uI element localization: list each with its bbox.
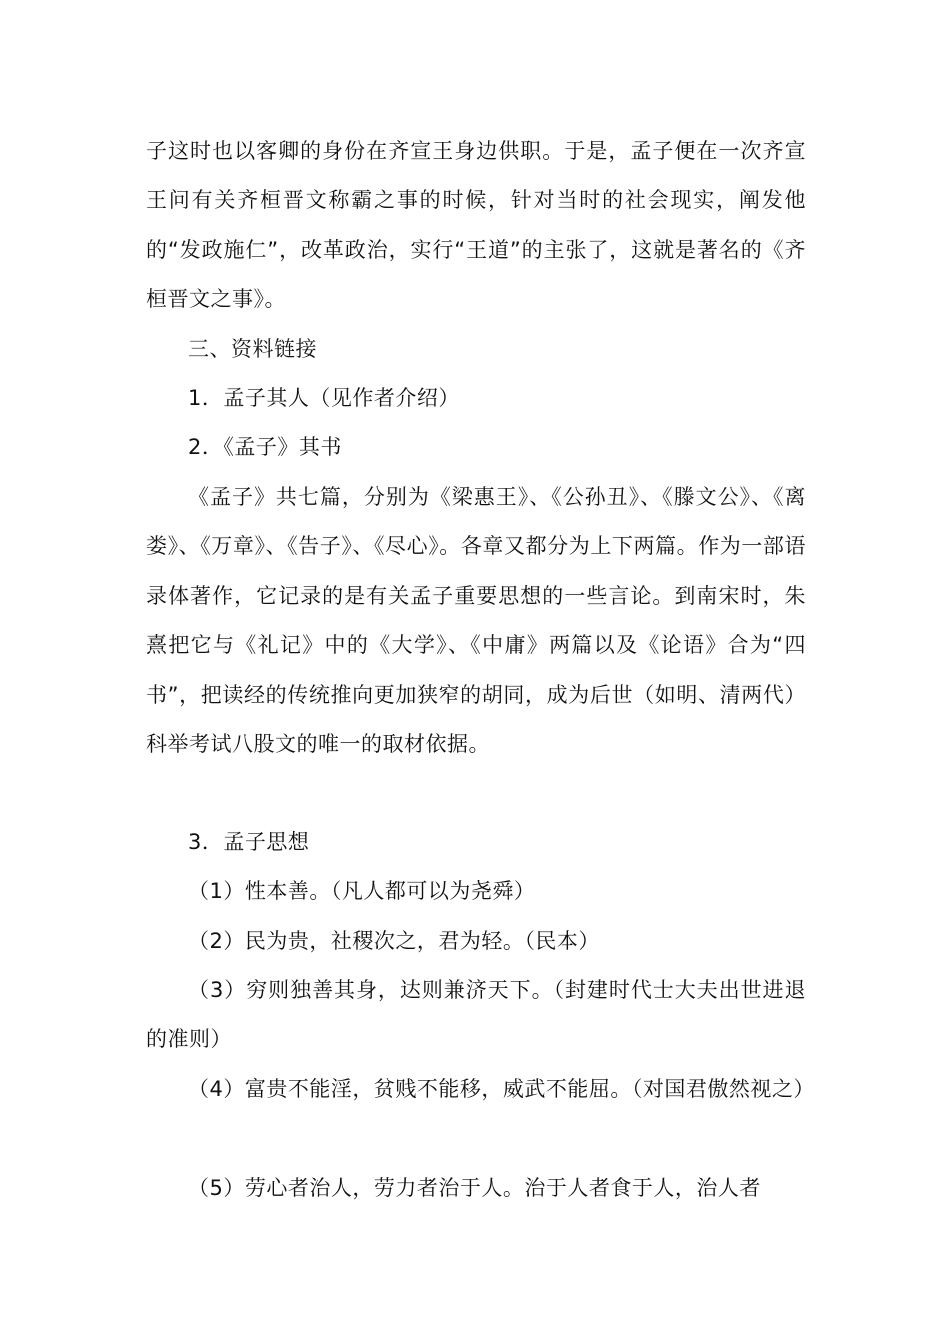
list-item-mencius-person: 1．孟子其人（见作者介绍） <box>188 386 460 410</box>
intro-paragraph: 子这时也以客卿的身份在齐宣王身边供职。于是，孟子便在一次齐宣王问有关齐桓晋文称霸之事的时候，针对当时的社会现实，阐发他的“发政施仁”，改革政治，实行“王道”的主张了，这就是著名的《齐桓晋文之事》。 <box>146 139 806 312</box>
thought-item-3: （3）穷则独善其身，达则兼济天下。（封建时代士大夫出世进退的准则） <box>146 978 806 1052</box>
thought-item-1: （1）性本善。（凡人都可以为尧舜） <box>188 879 536 903</box>
thought-item-4: （4）富贵不能淫，贫贱不能移，威武不能屈。（对国君傲然视之） <box>188 1077 815 1101</box>
thought-item-5: （5）劳心者治人，劳力者治于人。治于人者食于人，治人者 <box>188 1176 761 1200</box>
section-heading-resources: 三、资料链接 <box>188 337 317 361</box>
thought-item-2: （2）民为贵，社稷次之，君为轻。（民本） <box>188 929 600 953</box>
list-item-mencius-thought: 3．孟子思想 <box>188 830 310 854</box>
book-description-paragraph: 《孟子》共七篇，分别为《梁惠王》、《公孙丑》、《滕文公》、《离娄》、《万章》、《告子》、《尽心》。各章又都分为上下两篇。作为一部语录体著作，它记录的是有关孟子重要思想的一些言论。到南宋时，朱熹把它与《礼记》中的《大学》、《中庸》两篇以及《论语》合为“四书”，把读经的传统推向更加狭窄的胡同，成为后世（如明、清两代）科举考试八股文的唯一的取材依据。 <box>146 485 806 757</box>
list-item-mencius-book: 2．《孟子》其书 <box>188 435 342 459</box>
